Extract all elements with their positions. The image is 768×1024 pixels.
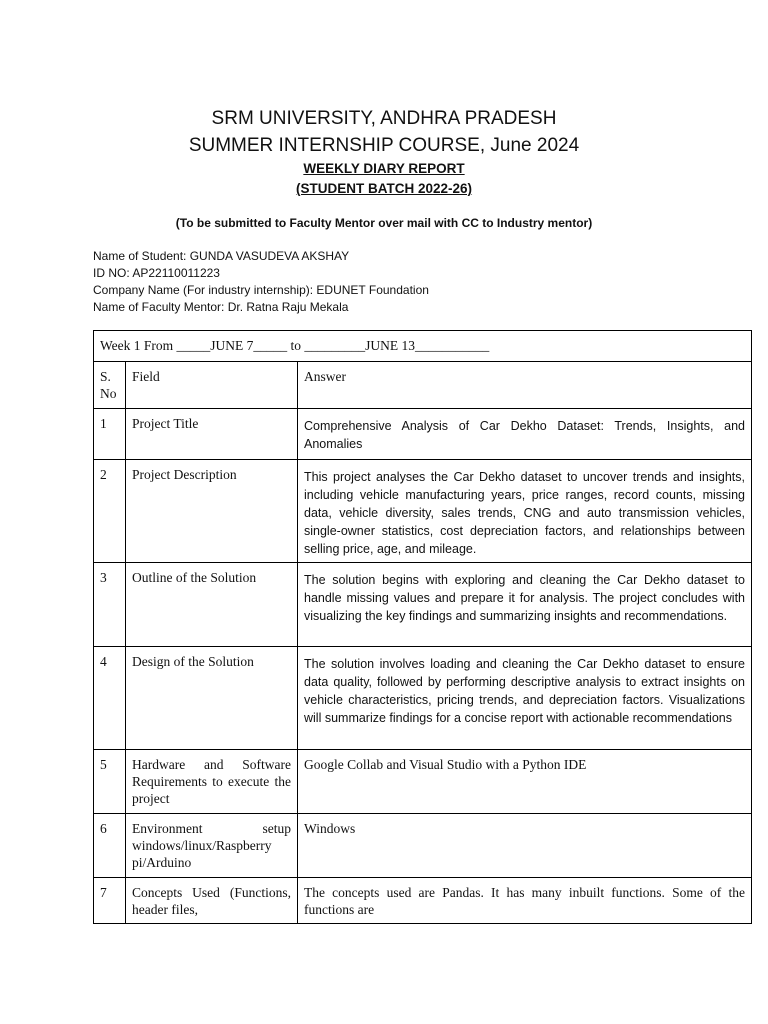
week-range: Week 1 From _____JUNE 7_____ to _________JUNE 13___________ [94,331,752,362]
table-row [94,814,752,878]
table-row [94,750,752,814]
row-sno: 1 [94,409,126,460]
row-field: Concepts Used (Functions, header files, [126,878,298,924]
row-sno: 4 [94,647,126,750]
student-name: Name of Student: GUNDA VASUDEVA AKSHAY [93,249,350,263]
weekly-diary-table [93,330,752,924]
row-field: Project Title [126,409,298,460]
row-answer: The concepts used are Pandas. It has many inbuilt functions. Some of the functions are [298,878,752,924]
batch-title: (STUDENT BATCH 2022-26) [295,181,473,196]
table-row [94,563,752,647]
row-answer: This project analyses the Car Dekho dataset to uncover trends and insights, including vehicle manufacturing years, price ranges, record counts, missing data, vehicle diversity, sales trends, CNG and auto transmission vehicles, single-owner statistics, cost depreciation factors, and relationships between selling price, age, and mileage. [298,460,752,563]
row-field: Hardware and Software Requirements to execute the project [126,750,298,814]
table-row [94,460,752,563]
row-sno: 6 [94,814,126,878]
table-row [94,647,752,750]
row-field: Project Description [126,460,298,563]
row-field: Environment setup windows/linux/Raspberry pi/Arduino [126,814,298,878]
row-answer: Comprehensive Analysis of Car Dekho Dataset: Trends, Insights, and Anomalies [298,409,752,460]
table-header-row [94,362,752,409]
faculty-mentor: Name of Faculty Mentor: Dr. Ratna Raju Mekala [93,300,349,314]
row-sno: 7 [94,878,126,924]
submission-note: (To be submitted to Faculty Mentor over mail with CC to Industry mentor) [175,216,593,230]
report-title: WEEKLY DIARY REPORT [303,161,465,176]
row-field: Design of the Solution [126,647,298,750]
row-sno: 3 [94,563,126,647]
col-header-answer: Answer [298,362,752,409]
student-info [93,248,429,316]
table-row [94,878,752,924]
col-header-field: Field [126,362,298,409]
week-row [94,331,752,362]
row-answer: The solution involves loading and cleaning the Car Dekho dataset to ensure data quality, followed by performing descriptive analysis to extract insights on vehicle characteristics, pricing trends, and depreciation factors. Visualizations will summarize findings for a concise report with actionable recommendations [298,647,752,750]
row-sno: 5 [94,750,126,814]
row-answer: Windows [298,814,752,878]
row-answer: The solution begins with exploring and cleaning the Car Dekho dataset to handle missing values and prepare it for analysis. The project concludes with visualizing the key findings and summarizing insights and recommendations. [298,563,752,647]
student-id: ID NO: AP22110011223 [93,266,220,280]
row-sno: 2 [94,460,126,563]
row-field: Outline of the Solution [126,563,298,647]
table-row [94,409,752,460]
course-title: SUMMER INTERNSHIP COURSE, June 2024 [188,135,580,156]
company-name: Company Name (For industry internship): EDUNET Foundation [93,283,429,297]
row-answer: Google Collab and Visual Studio with a Python IDE [298,750,752,814]
university-title: SRM UNIVERSITY, ANDHRA PRADESH [211,108,557,129]
col-header-sno: S. No [94,362,126,409]
